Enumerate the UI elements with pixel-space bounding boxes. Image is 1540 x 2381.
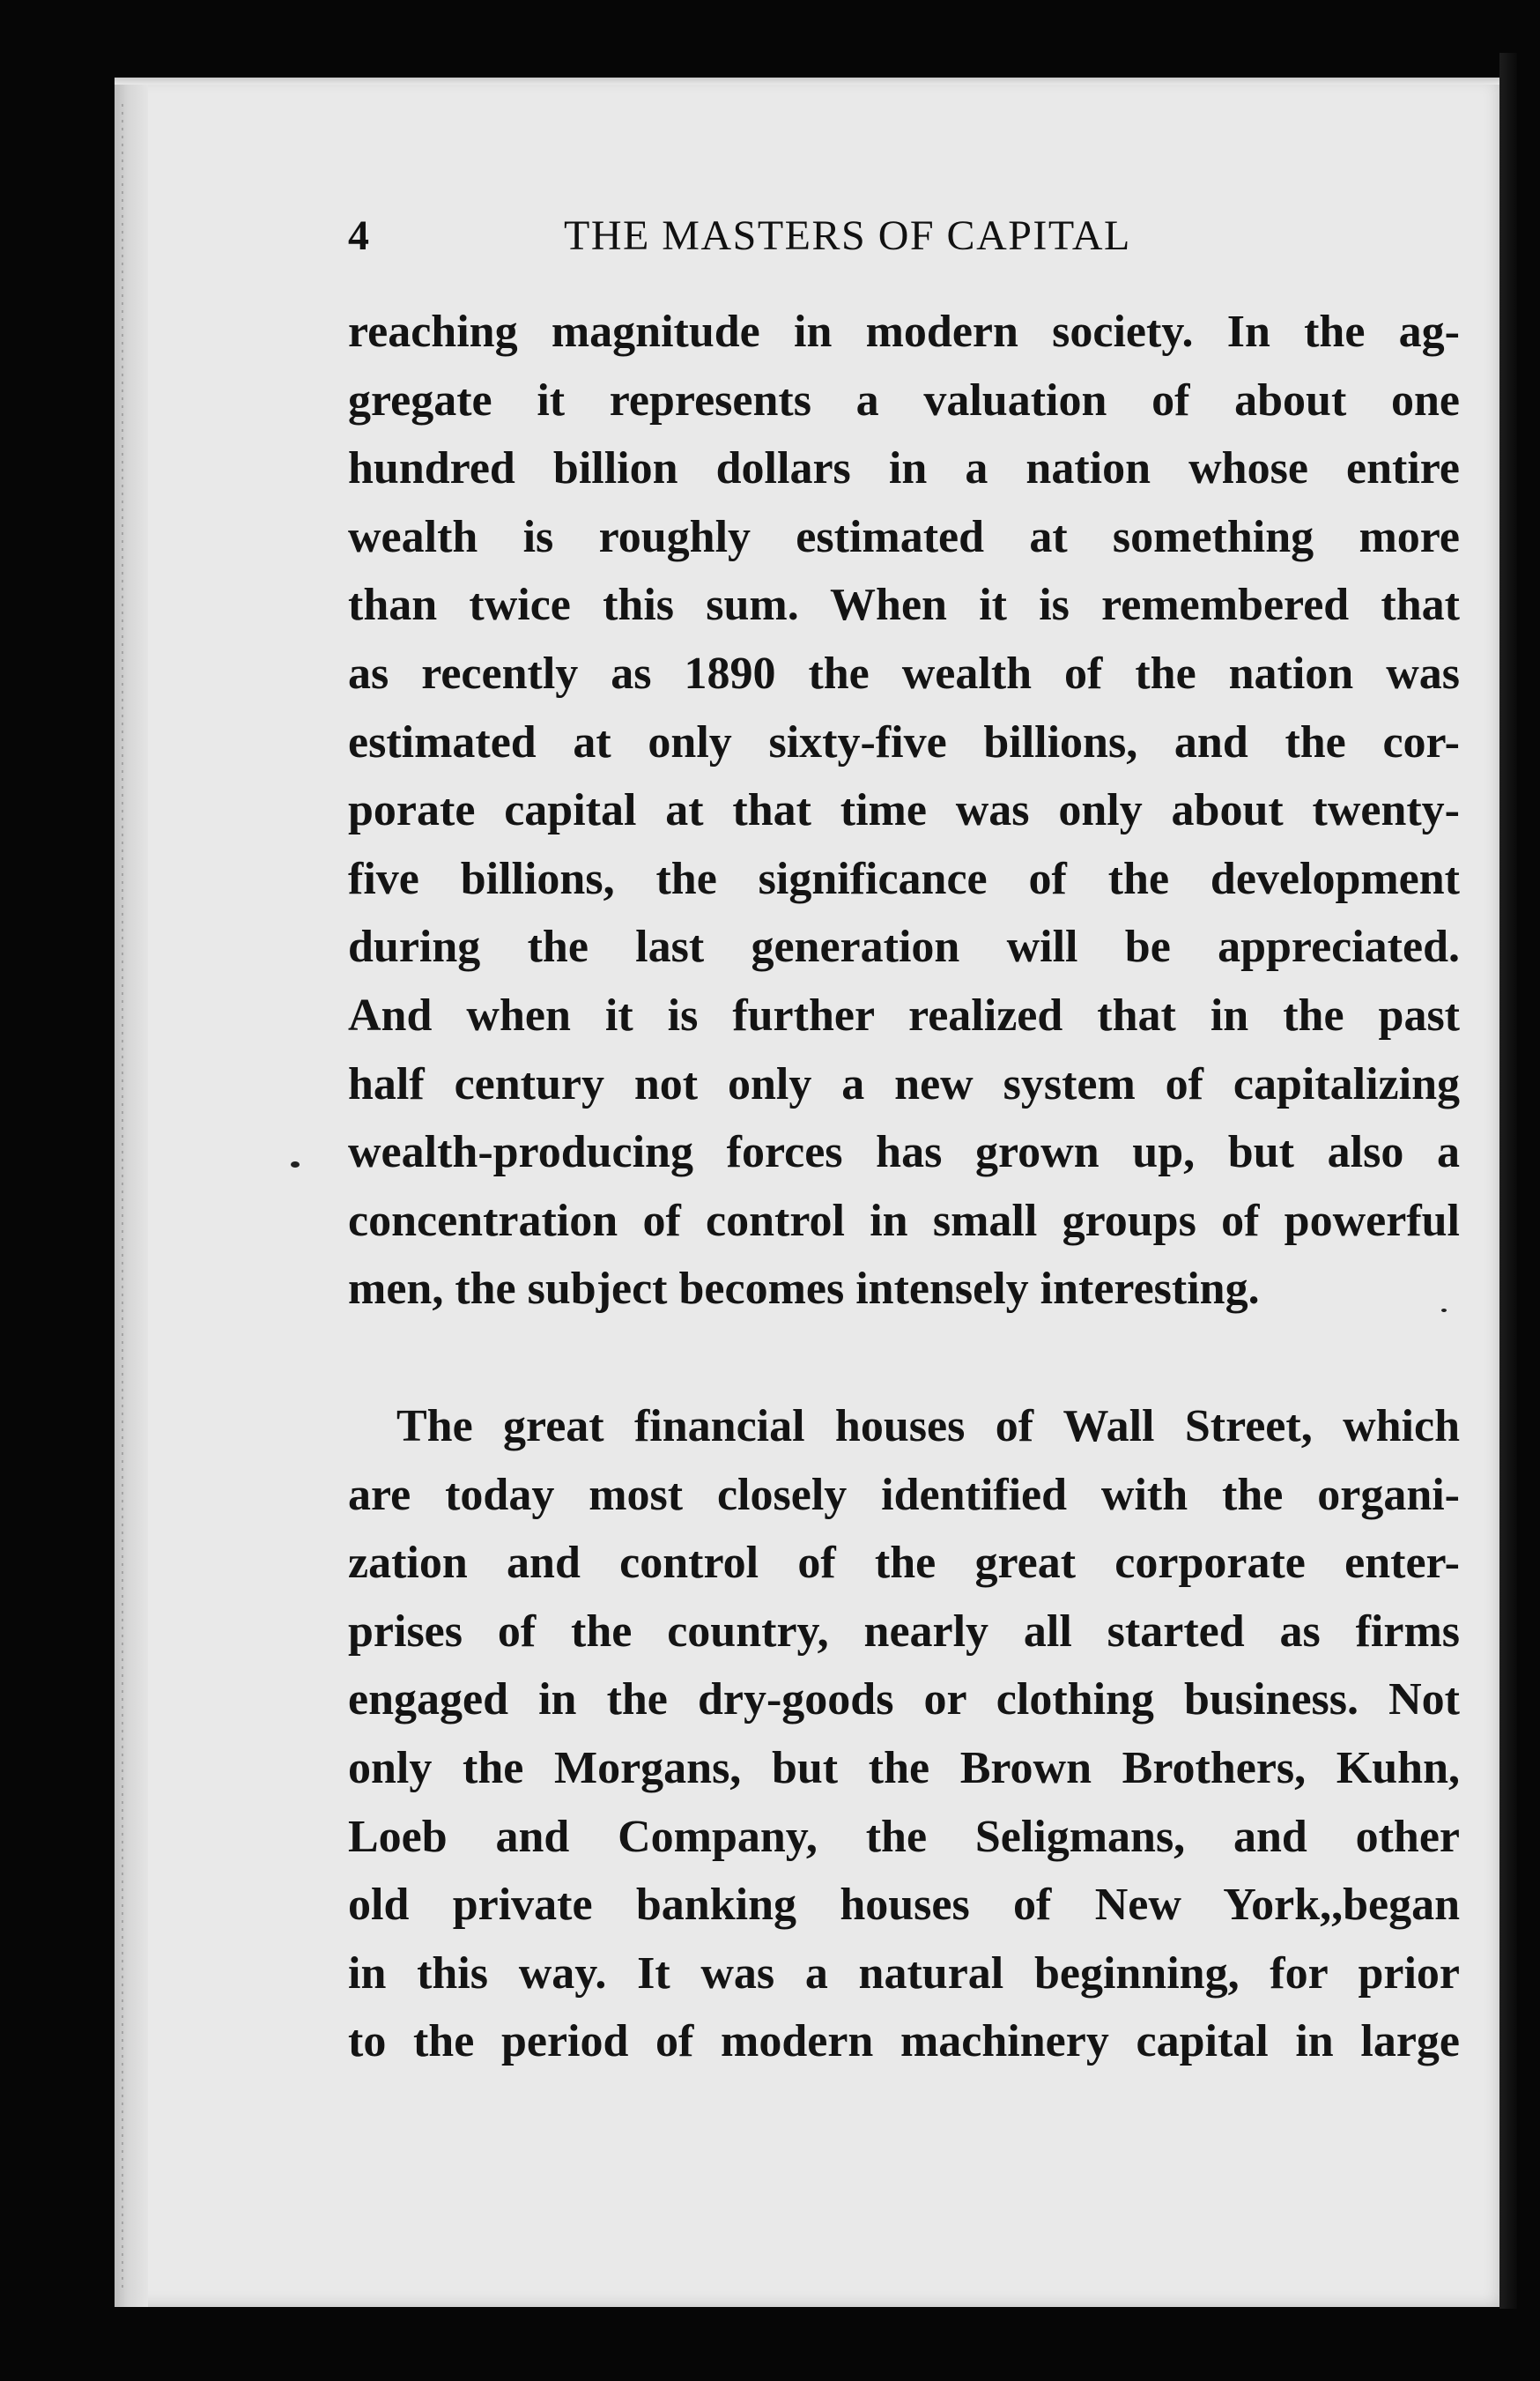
text-line: half century not only a new system of capitalizing (348, 1058, 1460, 1109)
text-line: hundred billion dollars in a nation whose entire (348, 443, 1460, 494)
page-top-edge (115, 78, 1499, 85)
text-line: reaching magnitude in modern society. In the ag- (348, 307, 1460, 357)
text-line: concentration of control in small groups of powerful (348, 1195, 1460, 1246)
running-header (348, 211, 1458, 273)
text-line: in this way. It was a natural beginning, for prior (348, 1947, 1460, 1999)
paragraph-2 (348, 1392, 1460, 2076)
text-line: as recently as 1890 the wealth of the nation was (348, 648, 1460, 699)
text-line: prises of the country, nearly all started as firms (348, 1606, 1460, 1657)
ink-speck (1441, 1309, 1447, 1312)
text-line: engaged in the dry-goods or clothing business. Not (348, 1674, 1460, 1725)
text-line: to the period of modern machinery capital in large (348, 2016, 1460, 2067)
text-line: wealth-producing forces has grown up, but also a (348, 1127, 1460, 1178)
text-line: only the Morgans, but the Brown Brothers, Kuhn, (348, 1742, 1460, 1793)
scan-edge-strip (1499, 53, 1517, 2309)
page-number: 4 (348, 212, 370, 259)
text-line: estimated at only sixty-five billions, and the cor- (348, 716, 1460, 768)
running-title: THE MASTERS OF CAPITAL (564, 212, 1131, 259)
text-line: men, the subject becomes intensely interesting. (348, 1264, 1260, 1315)
text-line: Loeb and Company, the Seligmans, and other (348, 1811, 1460, 1862)
text-line: five billions, the significance of the development (348, 853, 1460, 904)
text-line: than twice this sum. When it is remembered that (348, 580, 1460, 631)
text-line: zation and control of the great corporate enter- (348, 1538, 1460, 1589)
text-line: wealth is roughly estimated at something more (348, 511, 1460, 562)
ink-speck (291, 1161, 300, 1168)
text-line: porate capital at that time was only about twenty- (348, 785, 1460, 836)
paragraph-1 (348, 298, 1460, 1324)
text-line: during the last generation will be appreciated. (348, 922, 1460, 973)
text-line: gregate it represents a valuation of about one (348, 375, 1460, 426)
text-line: The great financial houses of Wall Street, which (396, 1401, 1460, 1451)
page-binding-edge (115, 78, 148, 2307)
text-line: are today most closely identified with the organi- (348, 1469, 1460, 1520)
text-line: And when it is further realized that in the past (348, 990, 1460, 1041)
text-line: old private banking houses of New York,,began (348, 1880, 1460, 1931)
